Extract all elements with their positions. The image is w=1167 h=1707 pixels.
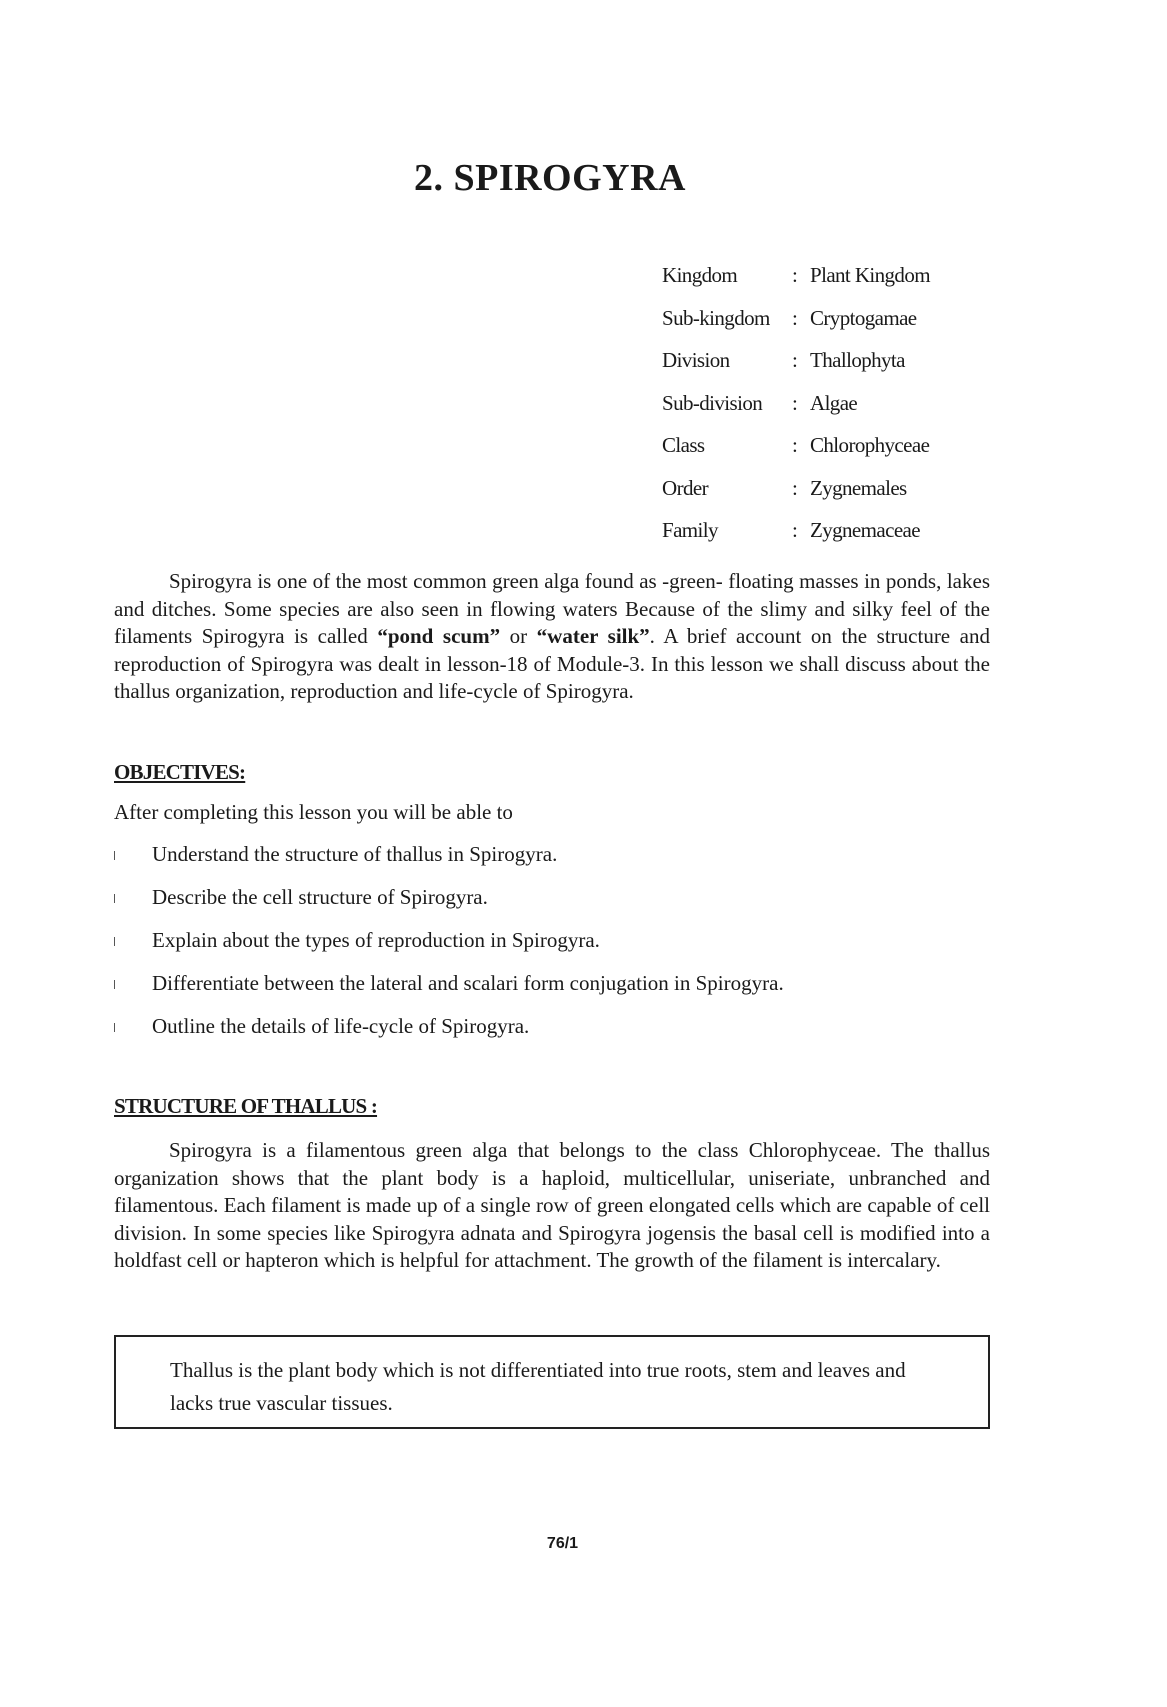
rank-label: Sub-division	[662, 390, 763, 415]
bullet-icon	[114, 1023, 115, 1032]
definition-text: Thallus is the plant body which is not differentiated into true roots, stem and leaves and lacks true vascular tissues.	[170, 1358, 906, 1415]
classification-row	[662, 348, 930, 391]
objective-text: Differentiate between the lateral and scalari form conjugation in Spirogyra.	[152, 971, 784, 995]
classification-row	[662, 433, 930, 476]
classification-row	[662, 306, 930, 349]
rank-value: Thallophyta	[810, 348, 905, 372]
classification-table	[662, 263, 930, 561]
intro-text: or	[500, 624, 537, 648]
objective-text: Describe the cell structure of Spirogyra.	[152, 885, 488, 909]
list-item	[114, 971, 784, 1014]
bullet-icon	[114, 937, 115, 946]
rank-label: Family	[662, 518, 718, 542]
classification-row	[662, 263, 930, 306]
rank-value: Chlorophyceae	[810, 433, 930, 457]
rank-label: Order	[662, 475, 708, 500]
rank-value: Plant Kingdom	[810, 263, 930, 287]
separator: :	[792, 518, 798, 542]
list-item	[114, 885, 784, 928]
objective-text: Explain about the types of reproduction in Spirogyra.	[152, 928, 600, 952]
list-item	[114, 842, 784, 885]
rank-label: Division	[662, 348, 730, 372]
separator: :	[792, 433, 798, 457]
rank-value: Cryptogamae	[810, 305, 917, 330]
classification-row	[662, 391, 930, 434]
rank-value: Zygnemaceae	[810, 518, 920, 542]
rank-label: Sub-kingdom	[662, 305, 770, 330]
classification-row	[662, 518, 930, 561]
intro-text: Spirogyra is one of the most common green alga found as -green- floating masses in ponds, lakes and ditches. Some species are also seen in flowing waters Because of the slimy and silky feel of the filaments Spirogyra is called	[114, 569, 990, 648]
term-pond-scum: “pond scum”	[377, 624, 501, 648]
list-item	[114, 1014, 784, 1057]
structure-heading: STRUCTURE OF THALLUS :	[114, 1094, 378, 1118]
rank-label: Kingdom	[662, 263, 738, 287]
bullet-icon	[114, 851, 115, 860]
definition-box	[114, 1335, 990, 1429]
list-item	[114, 928, 784, 971]
bullet-icon	[114, 980, 115, 989]
classification-row	[662, 476, 930, 519]
separator: :	[792, 390, 798, 415]
bullet-icon	[114, 894, 115, 903]
objectives-lead: After completing this lesson you will be able to	[114, 800, 513, 824]
rank-value: Algae	[810, 390, 858, 415]
rank-value: Zygnemales	[810, 475, 907, 500]
objectives-list	[114, 842, 784, 1057]
objective-text: Understand the structure of thallus in Spirogyra.	[152, 842, 558, 866]
objectives-heading: OBJECTIVES:	[114, 760, 246, 784]
page-number: 76/1	[546, 1535, 579, 1552]
separator: :	[792, 475, 798, 500]
objective-text: Outline the details of life-cycle of Spirogyra.	[152, 1014, 530, 1038]
separator: :	[792, 305, 798, 330]
intro-text: . A brief account on the structure and reproduction of Spirogyra was dealt in lesson-18 of Module-3. In this lesson we shall discuss about the thallus organization, reproduction and life-cycle of Spirogyra.	[114, 624, 991, 703]
separator: :	[792, 348, 798, 372]
structure-paragraph: Spirogyra is a filamentous green alga that belongs to the class Chlorophyceae. The thallus organization shows that the plant body is a haploid, multicellular, uniseriate, unbranched and filamentous. Each filament is made up of a single row of green elongated cells which are capable of cell division. In some species like Spirogyra adnata and Spirogyra jogensis the basal cell is modified into a holdfast cell or hapteron which is helpful for attachment. The growth of the filament is intercalary.	[114, 1138, 990, 1272]
page-title: 2. SPIROGYRA	[413, 157, 687, 199]
rank-label: Class	[662, 433, 705, 457]
term-water-silk: “water silk”	[536, 624, 650, 648]
intro-paragraph	[114, 568, 990, 706]
separator: :	[792, 263, 798, 287]
